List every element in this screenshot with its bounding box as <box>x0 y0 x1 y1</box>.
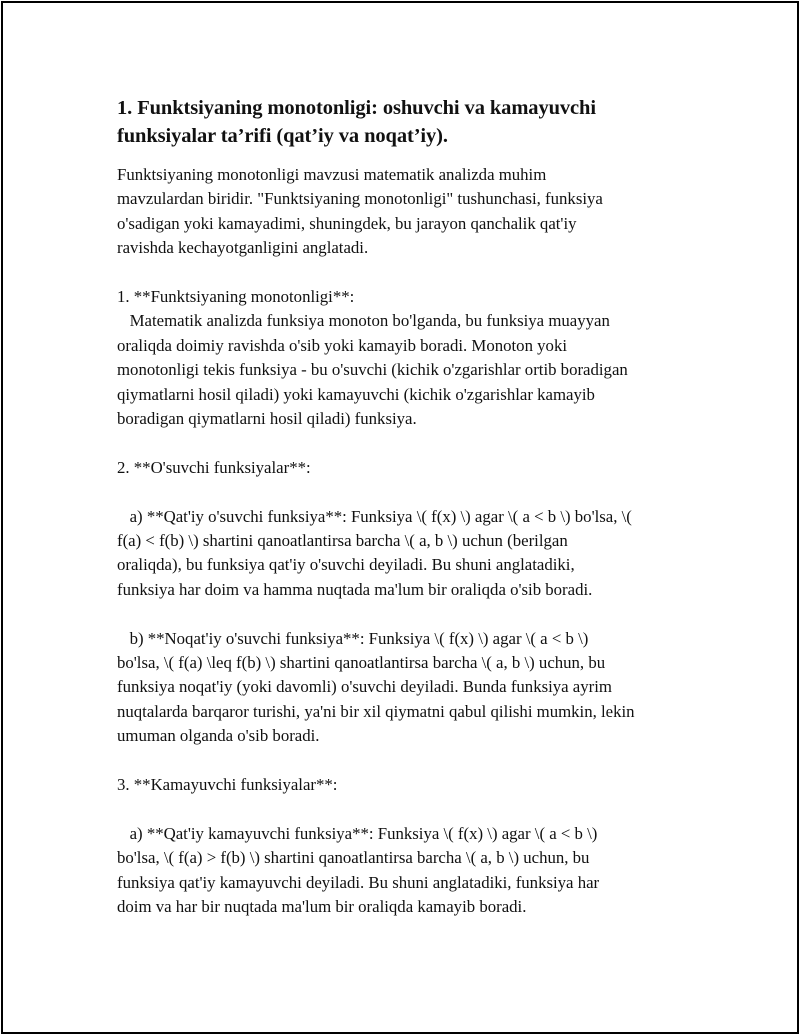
section-noqatiy-osuvchi: b) **Noqat'iy o'suvchi funksiya**: Funksiya \( f(x) \) agar \( a < b \) bo'lsa, \( f(a) \leq f(b) \) shartini qanoatlantirsa barcha \( a, b \) uchun, bu funksiya noqat'iy (yoki davomli) o'suvchi deyiladi. Bunda funksiya ayrim nuqtalarda barqaror turishi, ya'ni bir xil qiymatni qabul qilishi mumkin, lekin umuman olganda o'sib boradi. <box>117 628 635 746</box>
section-monotonlik: 1. **Funktsiyaning monotonligi**: Matematik analizda funksiya monoton bo'lganda, bu funksiya muayyan oraliqda doimiy ravishda o'sib yoki kamayib boradi. Monoton yoki monotonligi tekis funksiya - bu o'suvchi (kichik o'zgarishlar ortib boradigan qiymatlarni hosil qiladi) yoki kamayuvchi (kichik o'zgarishlar kamayib boradigan qiymatlarni hosil qiladi) funksiya. <box>117 287 628 429</box>
title-line-1: 1. Funktsiyaning monotonligi: oshuvchi va kamayuvchi <box>117 97 596 119</box>
section-qatiy-kamayuvchi: a) **Qat'iy kamayuvchi funksiya**: Funksiya \( f(x) \) agar \( a < b \) bo'lsa, \( f(a) > f(b) \) shartini qanoatlantirsa barcha \( a, b \) uchun, bu funksiya qat'iy kamayuvchi deyiladi. Bu shuni anglatadiki, funksiya har doim va har bir nuqtada ma'lum bir oraliqda kamayib boradi. <box>117 823 600 917</box>
section-qatiy-osuvchi: a) **Qat'iy o'suvchi funksiya**: Funksiya \( f(x) \) agar \( a < b \) bo'lsa, \( f(a) < f(b) \) shartini qanoatlantirsa barcha \( a, b \) uchun (berilgan oraliqda), bu funksiya qat'iy o'suvchi deyiladi. Bu shuni anglatadiki, funksiya har doim va hamma nuqtada ma'lum bir oraliqda o'sib boradi. <box>117 506 632 599</box>
section-osuvchi-heading: 2. **O'suvchi funksiyalar**: <box>117 457 311 477</box>
document-title <box>117 94 707 150</box>
document-body <box>117 94 707 920</box>
intro-paragraph: Funktsiyaning monotonligi mavzusi matematik analizda muhim mavzulardan biridir. "Funktsiyaning monotonligi" tushunchasi, funksiya o'sadigan yoki kamayadimi, shuningdek, bu jarayon qanchalik qat'iy ravishda kechayotganligini anglatadi. <box>117 165 603 258</box>
title-line-2: funksiyalar ta’rifi (qat’iy va noqat’iy). <box>117 125 448 147</box>
section-kamayuvchi-heading: 3. **Kamayuvchi funksiyalar**: <box>117 775 338 795</box>
